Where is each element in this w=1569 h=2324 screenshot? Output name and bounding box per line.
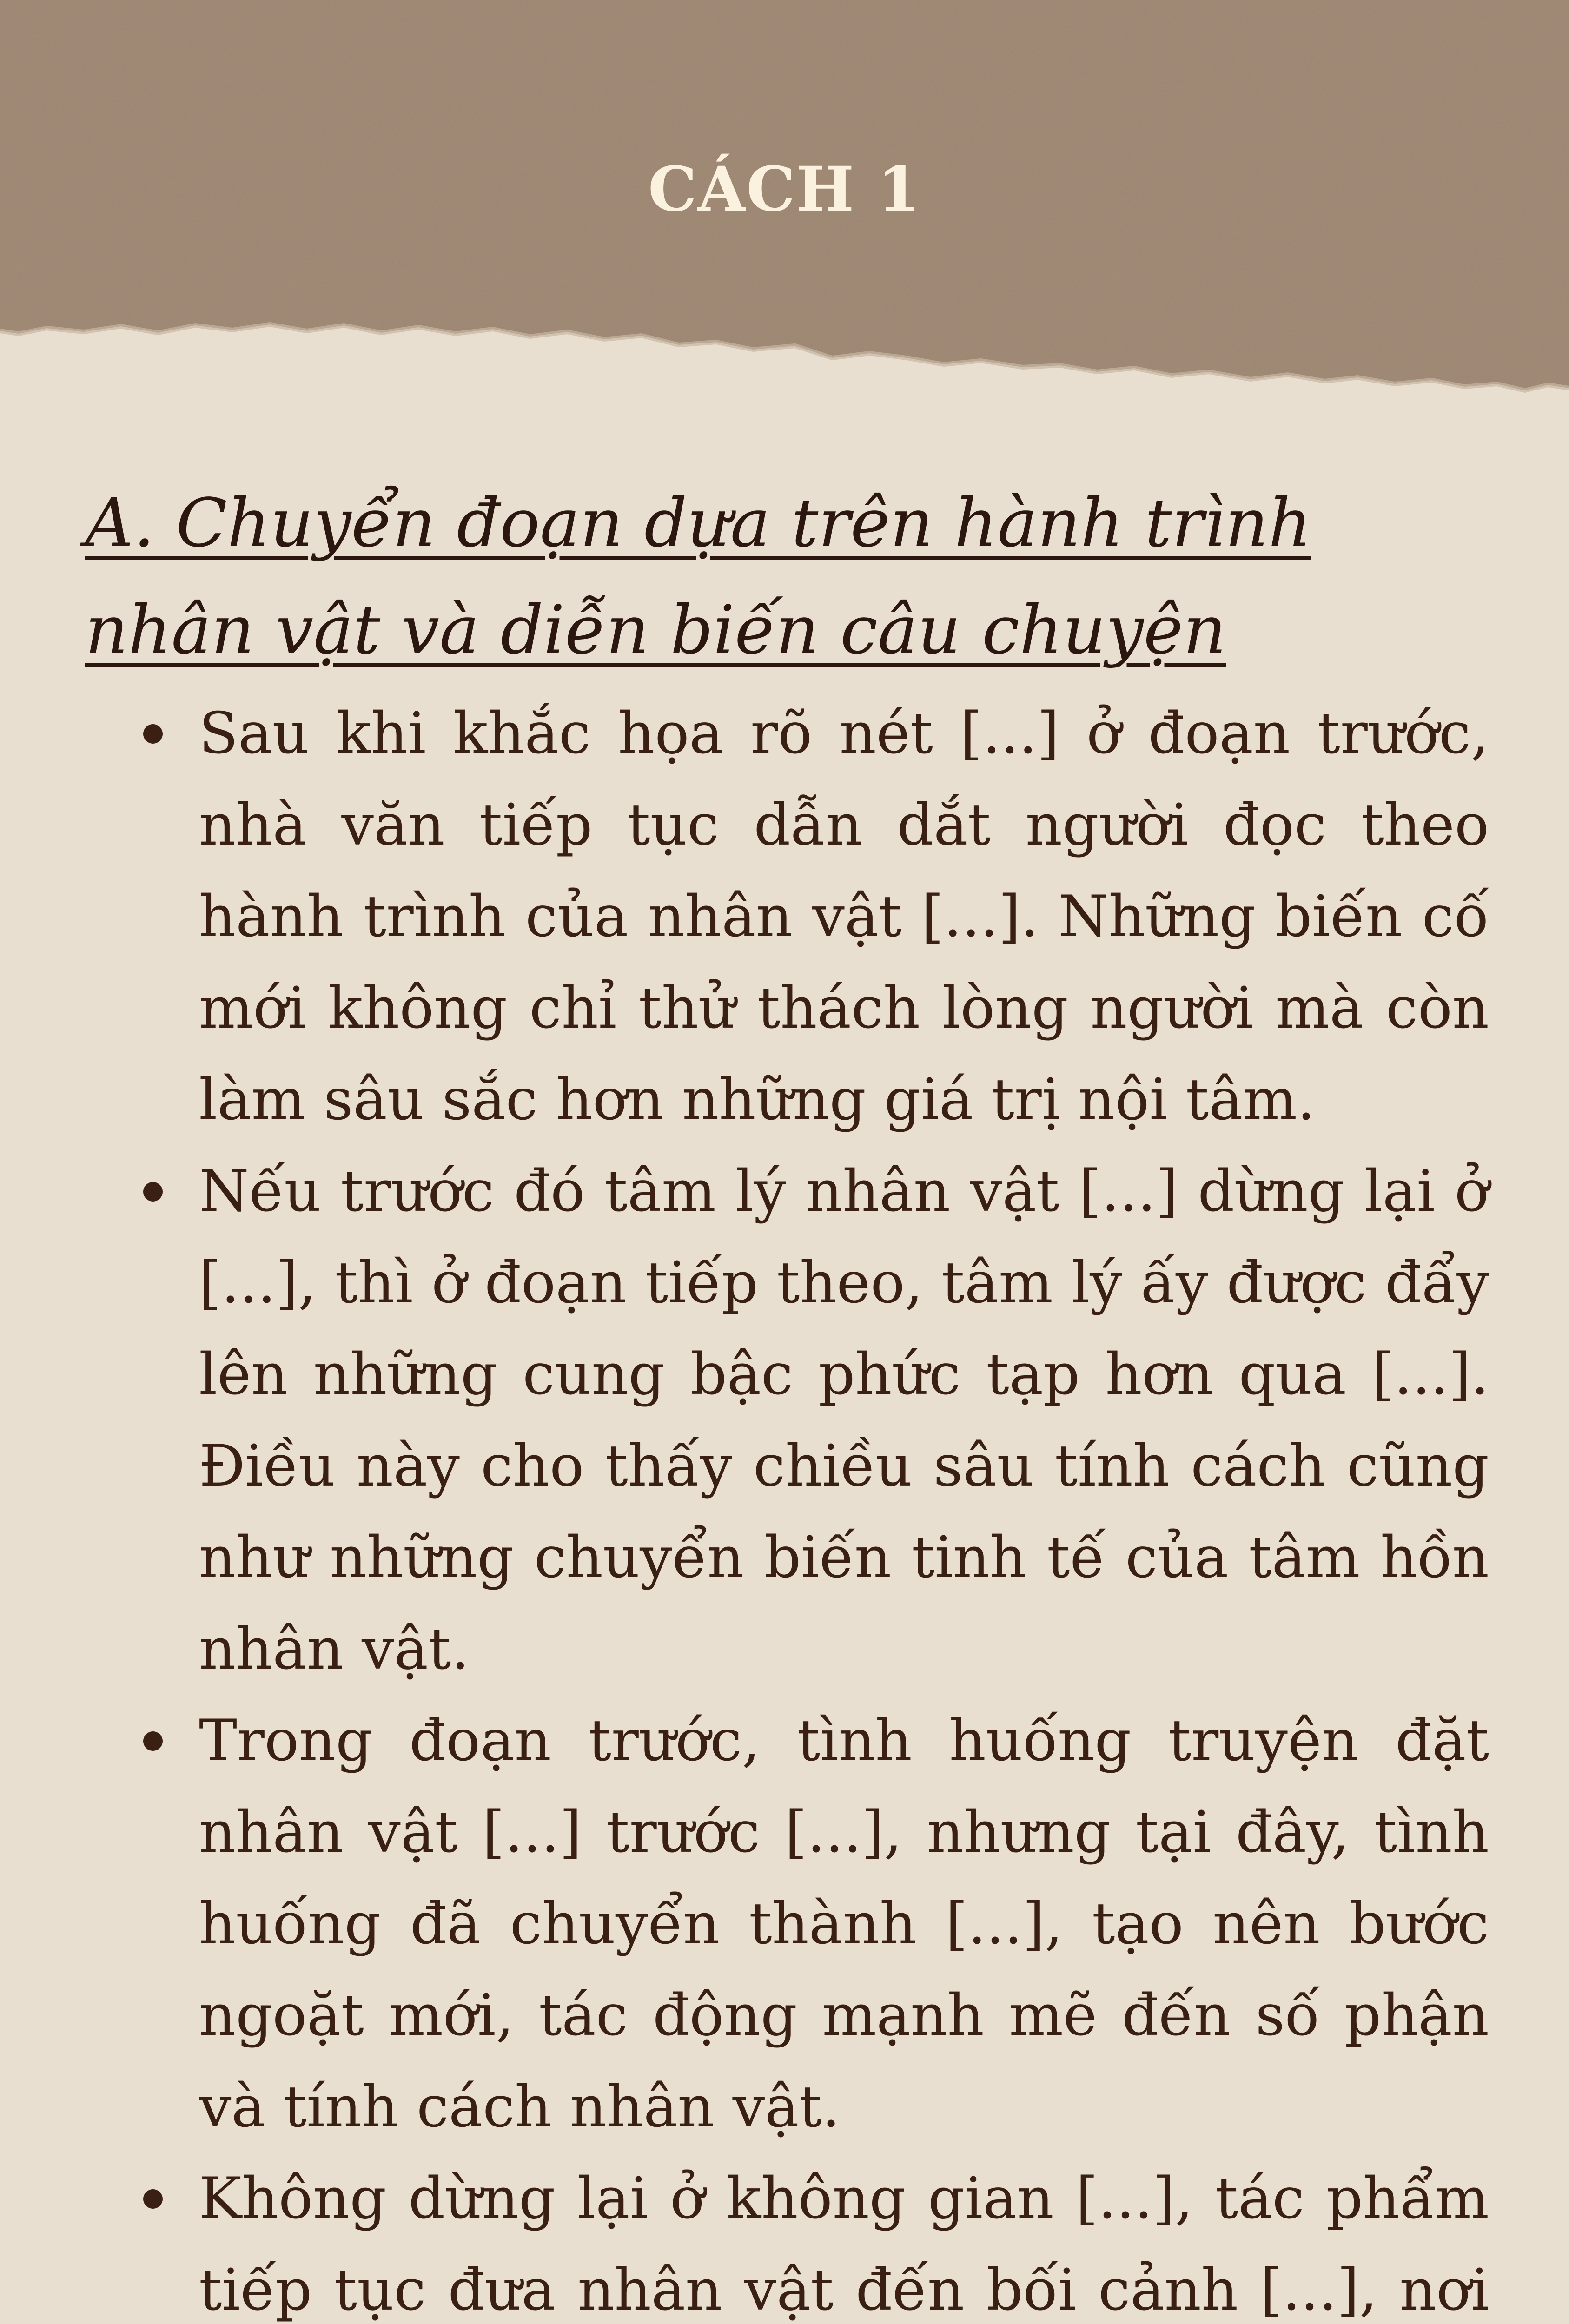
bullet-icon xyxy=(143,724,163,744)
bullet-icon xyxy=(143,1182,163,1202)
list-item-text: Nếu trước đó tâm lý nhân vật [...] dừng lại ở [...], thì ở đoạn tiếp theo, tâm lý ấy được đẩy lên những cung bậc phức tạp hơn qua [...]. Điều này cho thấy chiều sâu tính cách cũng như những chuyển biến tinh tế của tâm hồn nhân vật. xyxy=(199,1158,1489,1683)
list-item xyxy=(85,688,1489,1146)
list-item xyxy=(85,2153,1489,2324)
main-content xyxy=(85,469,1489,2324)
list-item xyxy=(85,1146,1489,1695)
bullet-list xyxy=(85,688,1489,2324)
list-item-text: Sau khi khắc họa rõ nét [...] ở đoạn trước, nhà văn tiếp tục dẫn dắt người đọc theo hành trình của nhân vật [...]. Những biến cố mới không chỉ thử thách lòng người mà còn làm sâu sắc hơn những giá trị nội tâm. xyxy=(199,700,1489,1133)
list-item-text: Không dừng lại ở không gian [...], tác phẩm tiếp tục đưa nhân vật đến bối cảnh [...], nơi xyxy=(199,2166,1489,2324)
section-heading: A. Chuyển đoạn dựa trên hành trình nhân vật và diễn biến câu chuyện xyxy=(85,484,1311,669)
header-banner xyxy=(0,0,1569,400)
page-title: CÁCH 1 xyxy=(648,153,921,225)
bullet-icon xyxy=(143,1731,163,1751)
list-item-text: Trong đoạn trước, tình huống truyện đặt nhân vật [...] trước [...], nhưng tại đây, tình huống đã chuyển thành [...], tạo nên bước ngoặt mới, tác động mạnh mẽ đến số phận và tính cách nhân vật. xyxy=(199,1708,1489,2140)
bullet-icon xyxy=(143,2189,163,2209)
list-item xyxy=(85,1695,1489,2153)
